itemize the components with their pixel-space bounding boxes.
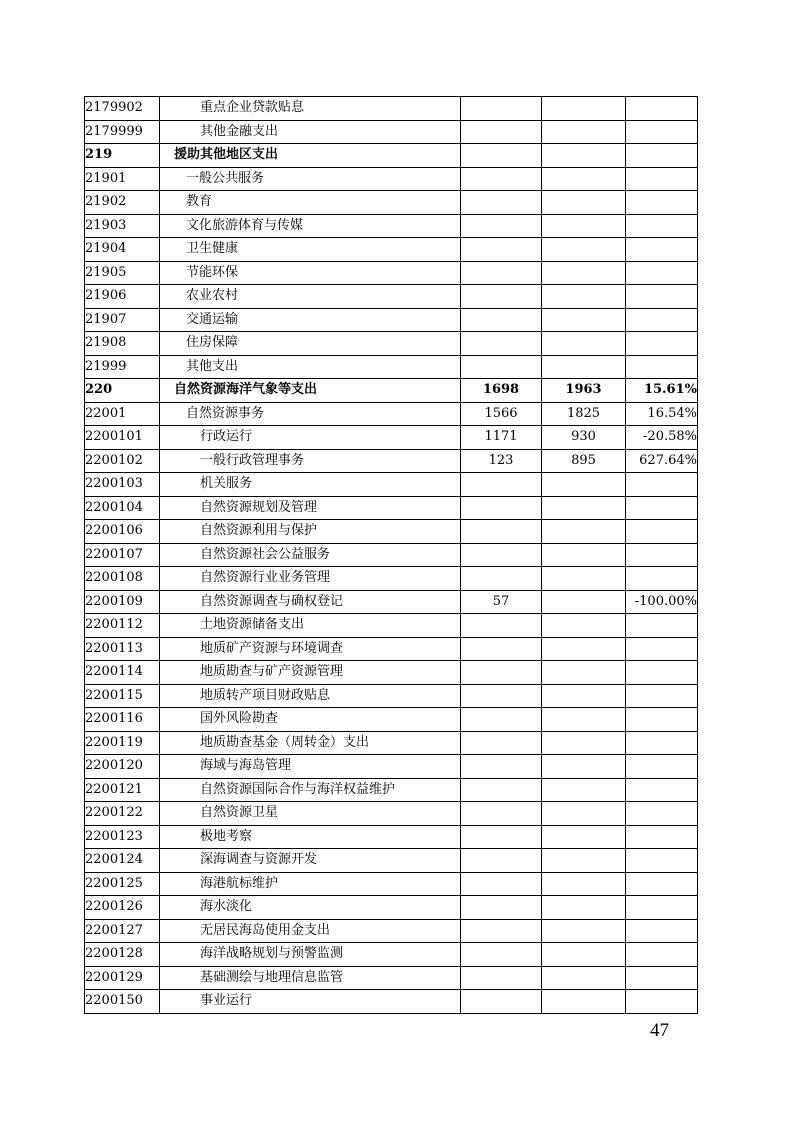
- row-item-name: 自然资源海洋气象等支出: [160, 379, 461, 403]
- row-prior-year-value: [461, 708, 542, 732]
- table-row: [85, 684, 698, 708]
- row-current-year-value: [542, 990, 626, 1014]
- row-growth-rate: [626, 661, 698, 685]
- table-row: [85, 990, 698, 1014]
- row-current-year-value: [542, 520, 626, 544]
- row-code: 21907: [85, 308, 160, 332]
- row-current-year-value: [542, 708, 626, 732]
- row-current-year-value: [542, 661, 626, 685]
- row-growth-rate: [626, 473, 698, 497]
- row-current-year-value: 1825: [542, 402, 626, 426]
- row-current-year-value: [542, 825, 626, 849]
- row-item-name: 重点企业贷款贴息: [160, 97, 461, 121]
- row-growth-rate: [626, 167, 698, 191]
- row-item-name: 基础测绘与地理信息监管: [160, 966, 461, 990]
- row-growth-rate: [626, 755, 698, 779]
- row-item-name: 交通运输: [160, 308, 461, 332]
- row-item-name: 地质勘查与矿产资源管理: [160, 661, 461, 685]
- table-row: [85, 802, 698, 826]
- row-growth-rate: [626, 872, 698, 896]
- row-growth-rate: [626, 261, 698, 285]
- row-growth-rate: [626, 614, 698, 638]
- row-growth-rate: [626, 285, 698, 309]
- row-code: 2200128: [85, 943, 160, 967]
- table-row: [85, 214, 698, 238]
- row-growth-rate: 15.61%: [626, 379, 698, 403]
- row-item-name: 自然资源调查与确权登记: [160, 590, 461, 614]
- row-code: 2200119: [85, 731, 160, 755]
- row-growth-rate: [626, 919, 698, 943]
- table-row: [85, 473, 698, 497]
- row-current-year-value: [542, 567, 626, 591]
- table-row: [85, 849, 698, 873]
- row-code: 2200115: [85, 684, 160, 708]
- row-code: 2200104: [85, 496, 160, 520]
- table-row: [85, 308, 698, 332]
- row-growth-rate: [626, 825, 698, 849]
- table-row: [85, 567, 698, 591]
- table-row: [85, 379, 698, 403]
- row-growth-rate: [626, 849, 698, 873]
- row-current-year-value: 1963: [542, 379, 626, 403]
- row-code: 22001: [85, 402, 160, 426]
- row-current-year-value: [542, 144, 626, 168]
- row-item-name: 国外风险勘查: [160, 708, 461, 732]
- table-row: [85, 520, 698, 544]
- row-code: 2200127: [85, 919, 160, 943]
- row-growth-rate: [626, 214, 698, 238]
- row-code: 2200112: [85, 614, 160, 638]
- row-growth-rate: [626, 943, 698, 967]
- row-item-name: 其他金融支出: [160, 120, 461, 144]
- row-prior-year-value: 123: [461, 449, 542, 473]
- table-row: [85, 261, 698, 285]
- row-code: 2179999: [85, 120, 160, 144]
- row-prior-year-value: [461, 849, 542, 873]
- row-code: 219: [85, 144, 160, 168]
- row-code: 2200125: [85, 872, 160, 896]
- row-current-year-value: [542, 261, 626, 285]
- page-number: 47: [650, 1020, 669, 1041]
- row-growth-rate: -20.58%: [626, 426, 698, 450]
- row-code: 2200109: [85, 590, 160, 614]
- row-prior-year-value: [461, 872, 542, 896]
- row-current-year-value: [542, 496, 626, 520]
- row-growth-rate: [626, 355, 698, 379]
- table-row: [85, 661, 698, 685]
- row-prior-year-value: [461, 755, 542, 779]
- row-prior-year-value: [461, 214, 542, 238]
- table-row: [85, 167, 698, 191]
- row-prior-year-value: [461, 802, 542, 826]
- row-prior-year-value: [461, 637, 542, 661]
- row-prior-year-value: [461, 120, 542, 144]
- row-growth-rate: [626, 120, 698, 144]
- row-current-year-value: [542, 778, 626, 802]
- row-code: 21904: [85, 238, 160, 262]
- row-item-name: 海洋战略规划与预警监测: [160, 943, 461, 967]
- row-current-year-value: [542, 755, 626, 779]
- table-row: [85, 966, 698, 990]
- row-growth-rate: [626, 966, 698, 990]
- row-code: 2200150: [85, 990, 160, 1014]
- row-prior-year-value: [461, 661, 542, 685]
- row-prior-year-value: [461, 308, 542, 332]
- row-item-name: 自然资源社会公益服务: [160, 543, 461, 567]
- row-item-name: 自然资源利用与保护: [160, 520, 461, 544]
- row-current-year-value: [542, 849, 626, 873]
- row-code: 21999: [85, 355, 160, 379]
- row-code: 2200129: [85, 966, 160, 990]
- row-growth-rate: [626, 567, 698, 591]
- row-growth-rate: [626, 144, 698, 168]
- table-row: [85, 919, 698, 943]
- row-item-name: 一般公共服务: [160, 167, 461, 191]
- row-item-name: 自然资源行业业务管理: [160, 567, 461, 591]
- table-row: [85, 755, 698, 779]
- row-current-year-value: [542, 943, 626, 967]
- row-item-name: 海港航标维护: [160, 872, 461, 896]
- row-growth-rate: [626, 308, 698, 332]
- row-growth-rate: [626, 496, 698, 520]
- row-item-name: 深海调查与资源开发: [160, 849, 461, 873]
- row-code: 21906: [85, 285, 160, 309]
- row-prior-year-value: [461, 520, 542, 544]
- row-current-year-value: 895: [542, 449, 626, 473]
- row-item-name: 极地考察: [160, 825, 461, 849]
- row-prior-year-value: [461, 167, 542, 191]
- row-current-year-value: [542, 308, 626, 332]
- row-growth-rate: [626, 708, 698, 732]
- table-row: [85, 355, 698, 379]
- row-code: 21908: [85, 332, 160, 356]
- row-item-name: 行政运行: [160, 426, 461, 450]
- row-growth-rate: [626, 731, 698, 755]
- row-growth-rate: [626, 896, 698, 920]
- row-code: 2200101: [85, 426, 160, 450]
- table-row: [85, 402, 698, 426]
- table-row: [85, 449, 698, 473]
- row-item-name: 地质矿产资源与环境调查: [160, 637, 461, 661]
- row-growth-rate: [626, 778, 698, 802]
- row-item-name: 节能环保: [160, 261, 461, 285]
- row-growth-rate: [626, 191, 698, 215]
- row-prior-year-value: [461, 825, 542, 849]
- row-item-name: 文化旅游体育与传媒: [160, 214, 461, 238]
- row-item-name: 海域与海岛管理: [160, 755, 461, 779]
- row-prior-year-value: [461, 990, 542, 1014]
- row-current-year-value: [542, 614, 626, 638]
- row-prior-year-value: [461, 355, 542, 379]
- table-row: [85, 496, 698, 520]
- row-growth-rate: 16.54%: [626, 402, 698, 426]
- row-item-name: 教育: [160, 191, 461, 215]
- row-code: 2200103: [85, 473, 160, 497]
- row-current-year-value: [542, 332, 626, 356]
- row-growth-rate: [626, 990, 698, 1014]
- row-code: 2200124: [85, 849, 160, 873]
- row-code: 2200114: [85, 661, 160, 685]
- row-growth-rate: [626, 332, 698, 356]
- row-growth-rate: [626, 802, 698, 826]
- row-item-name: 援助其他地区支出: [160, 144, 461, 168]
- row-growth-rate: [626, 637, 698, 661]
- row-current-year-value: [542, 872, 626, 896]
- row-item-name: 土地资源储备支出: [160, 614, 461, 638]
- row-prior-year-value: [461, 614, 542, 638]
- table-row: [85, 872, 698, 896]
- table-row: [85, 238, 698, 262]
- row-current-year-value: [542, 120, 626, 144]
- row-current-year-value: [542, 731, 626, 755]
- row-current-year-value: [542, 543, 626, 567]
- table-row: [85, 285, 698, 309]
- row-prior-year-value: [461, 238, 542, 262]
- row-item-name: 地质转产项目财政贴息: [160, 684, 461, 708]
- row-prior-year-value: [461, 684, 542, 708]
- budget-table: [84, 96, 698, 1014]
- row-code: 2179902: [85, 97, 160, 121]
- table-row: [85, 590, 698, 614]
- row-current-year-value: [542, 214, 626, 238]
- table-row: [85, 144, 698, 168]
- row-growth-rate: [626, 238, 698, 262]
- table-row: [85, 778, 698, 802]
- row-prior-year-value: [461, 332, 542, 356]
- table-row: [85, 943, 698, 967]
- row-item-name: 其他支出: [160, 355, 461, 379]
- row-current-year-value: [542, 637, 626, 661]
- row-prior-year-value: [461, 191, 542, 215]
- table-row: [85, 120, 698, 144]
- row-code: 2200122: [85, 802, 160, 826]
- row-prior-year-value: [461, 543, 542, 567]
- row-code: 2200116: [85, 708, 160, 732]
- row-item-name: 自然资源事务: [160, 402, 461, 426]
- row-prior-year-value: 1566: [461, 402, 542, 426]
- row-item-name: 卫生健康: [160, 238, 461, 262]
- row-prior-year-value: 1698: [461, 379, 542, 403]
- row-current-year-value: [542, 97, 626, 121]
- row-code: 2200120: [85, 755, 160, 779]
- table-row: [85, 191, 698, 215]
- row-current-year-value: [542, 590, 626, 614]
- table-row: [85, 731, 698, 755]
- table-row: [85, 637, 698, 661]
- row-prior-year-value: [461, 473, 542, 497]
- row-item-name: 自然资源卫星: [160, 802, 461, 826]
- row-item-name: 自然资源国际合作与海洋权益维护: [160, 778, 461, 802]
- row-code: 2200123: [85, 825, 160, 849]
- row-prior-year-value: [461, 261, 542, 285]
- row-code: 2200121: [85, 778, 160, 802]
- row-code: 21903: [85, 214, 160, 238]
- row-prior-year-value: [461, 285, 542, 309]
- row-current-year-value: [542, 919, 626, 943]
- row-code: 21901: [85, 167, 160, 191]
- row-prior-year-value: [461, 778, 542, 802]
- row-current-year-value: [542, 167, 626, 191]
- row-item-name: 无居民海岛使用金支出: [160, 919, 461, 943]
- row-prior-year-value: 1171: [461, 426, 542, 450]
- row-growth-rate: [626, 520, 698, 544]
- row-prior-year-value: [461, 144, 542, 168]
- row-growth-rate: 627.64%: [626, 449, 698, 473]
- row-code: 220: [85, 379, 160, 403]
- row-prior-year-value: [461, 943, 542, 967]
- row-growth-rate: [626, 684, 698, 708]
- row-item-name: 事业运行: [160, 990, 461, 1014]
- row-code: 2200126: [85, 896, 160, 920]
- row-prior-year-value: [461, 896, 542, 920]
- row-item-name: 农业农村: [160, 285, 461, 309]
- row-code: 21902: [85, 191, 160, 215]
- table-row: [85, 426, 698, 450]
- table-row: [85, 543, 698, 567]
- row-prior-year-value: [461, 496, 542, 520]
- row-item-name: 海水淡化: [160, 896, 461, 920]
- row-current-year-value: [542, 285, 626, 309]
- row-code: 21905: [85, 261, 160, 285]
- row-current-year-value: [542, 355, 626, 379]
- row-current-year-value: [542, 191, 626, 215]
- row-item-name: 地质勘查基金（周转金）支出: [160, 731, 461, 755]
- row-item-name: 机关服务: [160, 473, 461, 497]
- row-current-year-value: [542, 896, 626, 920]
- row-current-year-value: [542, 473, 626, 497]
- row-current-year-value: [542, 238, 626, 262]
- row-code: 2200113: [85, 637, 160, 661]
- row-prior-year-value: [461, 97, 542, 121]
- row-current-year-value: [542, 966, 626, 990]
- table-row: [85, 97, 698, 121]
- row-prior-year-value: [461, 919, 542, 943]
- table-row: [85, 896, 698, 920]
- row-prior-year-value: 57: [461, 590, 542, 614]
- table-row: [85, 614, 698, 638]
- row-current-year-value: [542, 684, 626, 708]
- table-row: [85, 825, 698, 849]
- row-growth-rate: -100.00%: [626, 590, 698, 614]
- row-code: 2200107: [85, 543, 160, 567]
- row-prior-year-value: [461, 731, 542, 755]
- row-current-year-value: 930: [542, 426, 626, 450]
- row-item-name: 一般行政管理事务: [160, 449, 461, 473]
- budget-table-body: [85, 97, 698, 1014]
- row-code: 2200102: [85, 449, 160, 473]
- row-prior-year-value: [461, 567, 542, 591]
- table-row: [85, 708, 698, 732]
- row-prior-year-value: [461, 966, 542, 990]
- row-current-year-value: [542, 802, 626, 826]
- row-code: 2200106: [85, 520, 160, 544]
- row-growth-rate: [626, 543, 698, 567]
- table-row: [85, 332, 698, 356]
- row-item-name: 自然资源规划及管理: [160, 496, 461, 520]
- row-growth-rate: [626, 97, 698, 121]
- row-item-name: 住房保障: [160, 332, 461, 356]
- row-code: 2200108: [85, 567, 160, 591]
